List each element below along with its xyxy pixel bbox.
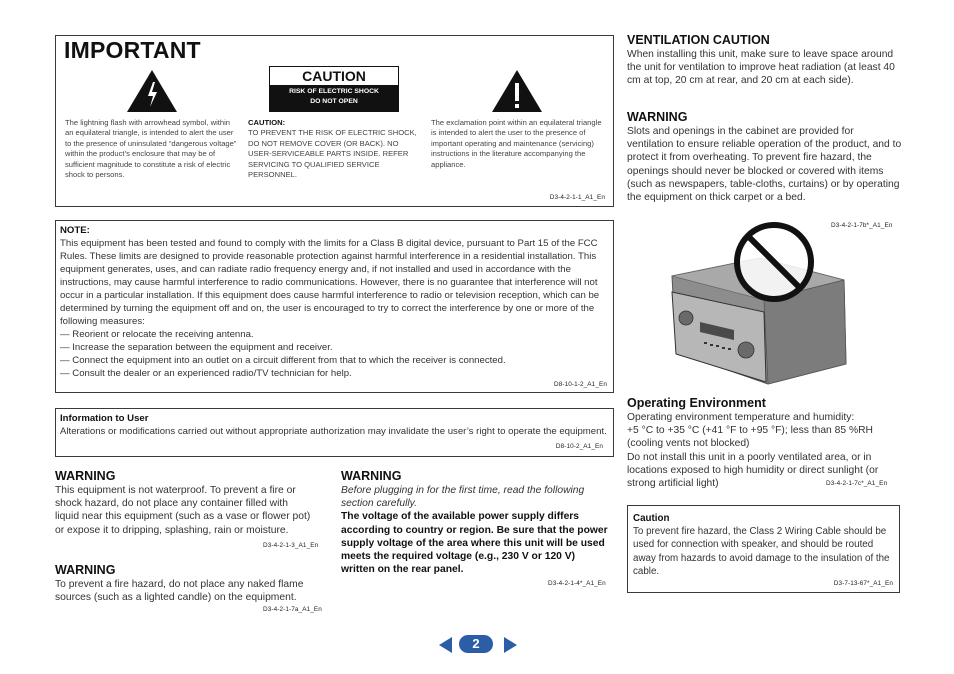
caution-description (248, 118, 418, 180)
warning-flame (55, 563, 327, 604)
caution-heading: CAUTION: (248, 118, 286, 127)
info-heading: Information to User (60, 413, 149, 424)
note-item: — Connect the equipment into an outlet on a circuit different from that to which the receiver is connected. (60, 355, 506, 366)
class2-caution-code: D3-7-13-67*_A1_En (833, 580, 893, 587)
warning-waterproof-code: D3-4-2-1-3_A1_En (263, 542, 319, 549)
note-item: — Reorient or relocate the receiving antenna. (60, 329, 254, 340)
class2-caution-heading: Caution (633, 513, 670, 524)
exclamation-description: The exclamation point within an equilateral triangle is intended to alert the user to the presence of important operating and maintenance (servicing) instructions in the literature accompanying the appliance. (431, 118, 602, 169)
note-content (60, 224, 608, 380)
warning-ventilation (627, 110, 902, 204)
caution-label-title: CAUTION (302, 68, 366, 84)
operating-environment (627, 396, 902, 490)
warning-body: The voltage of the available power supply differs according to country or region. Be sure that the power supply voltage of the area where this unit will be used meets the required voltage (e.g., 230 V or 120 V) written on the rear panel. (341, 511, 608, 576)
note-item: — Consult the dealer or an experienced radio/TV technician for help. (60, 368, 352, 379)
warning-heading: WARNING (55, 469, 116, 483)
exclamation-warning-icon (491, 69, 543, 113)
info-content (60, 413, 608, 438)
ventilation-body: When installing this unit, make sure to leave space around the unit for ventilation to improve heat radiation (at least 40 cm at top, 20 cm at rear, and 20 cm at each side). (627, 49, 895, 87)
warning-heading: WARNING (627, 110, 688, 124)
caution-text: TO PREVENT THE RISK OF ELECTRIC SHOCK, DO NOT REMOVE COVER (OR BACK). NO USER-SERVICEABLE PARTS INSIDE. REFER SERVICING TO QUALIFIED SERVICE PERSONNEL. (248, 128, 417, 180)
warning-ventilation-code: D3-4-2-1-7b*_A1_En (831, 222, 893, 229)
ventilation-heading: VENTILATION CAUTION (627, 33, 770, 47)
page-number-badge (459, 635, 493, 653)
info-code: D8-10-2_A1_En (555, 443, 603, 450)
previous-page-arrow-icon[interactable] (439, 637, 453, 653)
lightning-warning-icon (126, 69, 178, 113)
caution-label-line2: DO NOT OPEN (310, 98, 358, 105)
note-code: D8-10-1-2_A1_En (553, 381, 607, 388)
next-page-arrow-icon[interactable] (503, 637, 517, 653)
operating-body-3: Do not install this unit in a poorly ventilated area, or in locations exposed to high humidity or direct sunlight (or strong artificial light) (627, 451, 879, 490)
covered-receiver-illustration (668, 214, 850, 386)
class2-caution-body: To prevent fire hazard, the Class 2 Wiring Cable should be used for connection with speaker, and should be routed away from hazards to avoid damage to the insulation of the cable. (633, 526, 890, 577)
warning-flame-code: D3-4-2-1-7a_A1_En (263, 606, 322, 613)
operating-body-2: +5 °C to +35 °C (+41 °F to +95 °F); less than 85 %RH (cooling vents not blocked) (627, 425, 873, 450)
caution-label-line1: RISK OF ELECTRIC SHOCK (289, 88, 379, 95)
class2-caution-content (633, 512, 898, 578)
pager (437, 634, 519, 656)
important-code: D3-4-2-1-1_A1_En (549, 194, 605, 201)
warning-intro: Before plugging in for the first time, read the following section carefully. (341, 485, 585, 510)
note-heading: NOTE: (60, 225, 90, 236)
info-body: Alterations or modifications carried out without appropriate authorization may invalidate the user’s right to operate the equipment. (60, 425, 607, 437)
class2-caution-box (627, 505, 900, 593)
info-box (55, 408, 614, 457)
warning-heading: WARNING (55, 563, 116, 577)
warning-voltage (341, 469, 613, 576)
ventilation-caution (627, 33, 902, 88)
operating-code: D3-4-2-1-7c*_A1_En (826, 480, 888, 487)
caution-label (269, 66, 399, 112)
note-body: This equipment has been tested and found to comply with the limits for a Class B digital device, pursuant to Part 15 of the FCC Rules. These limits are designed to provide reasonable protection against harmful interference in a residential installation. This equipment generates, uses, and can radiate radio frequency energy and, if not installed and used in accordance with the instructions, may cause harmful interference to radio communications. However, there is no guarantee that interference will not occur in a particular installation. If this equipment does cause harmful interference to radio or television reception, which can be determined by turning the equipment off and on, the user is encouraged to try to correct the interference by one or more of the following measures: (60, 238, 600, 327)
warning-voltage-code: D3-4-2-1-4*_A1_En (548, 580, 606, 587)
operating-body-1: Operating environment temperature and humidity: (627, 412, 855, 423)
page-number: 2 (472, 636, 480, 651)
warning-heading: WARNING (341, 469, 402, 483)
note-box (55, 220, 614, 393)
warning-body: To prevent a fire hazard, do not place any naked flame sources (such as a lighted candle) on the equipment. (55, 579, 304, 604)
warning-body: This equipment is not waterproof. To prevent a fire or shock hazard, do not place any container filled with liquid near this equipment (such as a vase or flower pot) or expose it to dripping, splashing, rain or moisture. (55, 485, 311, 536)
operating-heading: Operating Environment (627, 396, 766, 410)
important-box (55, 35, 614, 207)
important-title: IMPORTANT (64, 37, 201, 63)
lightning-description: The lightning flash with arrowhead symbol, within an equilateral triangle, is intended to alert the user to the presence of uninsulated “dangerous voltage” within the product’s enclosure that may be of sufficient magnitude to constitute a risk of electric shock to persons. (65, 118, 237, 180)
warning-body: Slots and openings in the cabinet are provided for ventilation to ensure reliable operation of the product, and to protect it from overheating. To prevent fire hazard, the openings should never be blocked or covered with items (such as newspapers, table-cloths, curtains) or by operating the equipment on thick carpet or a bed. (627, 126, 902, 204)
warning-waterproof (55, 469, 327, 537)
note-item: — Increase the separation between the equipment and receiver. (60, 342, 333, 353)
